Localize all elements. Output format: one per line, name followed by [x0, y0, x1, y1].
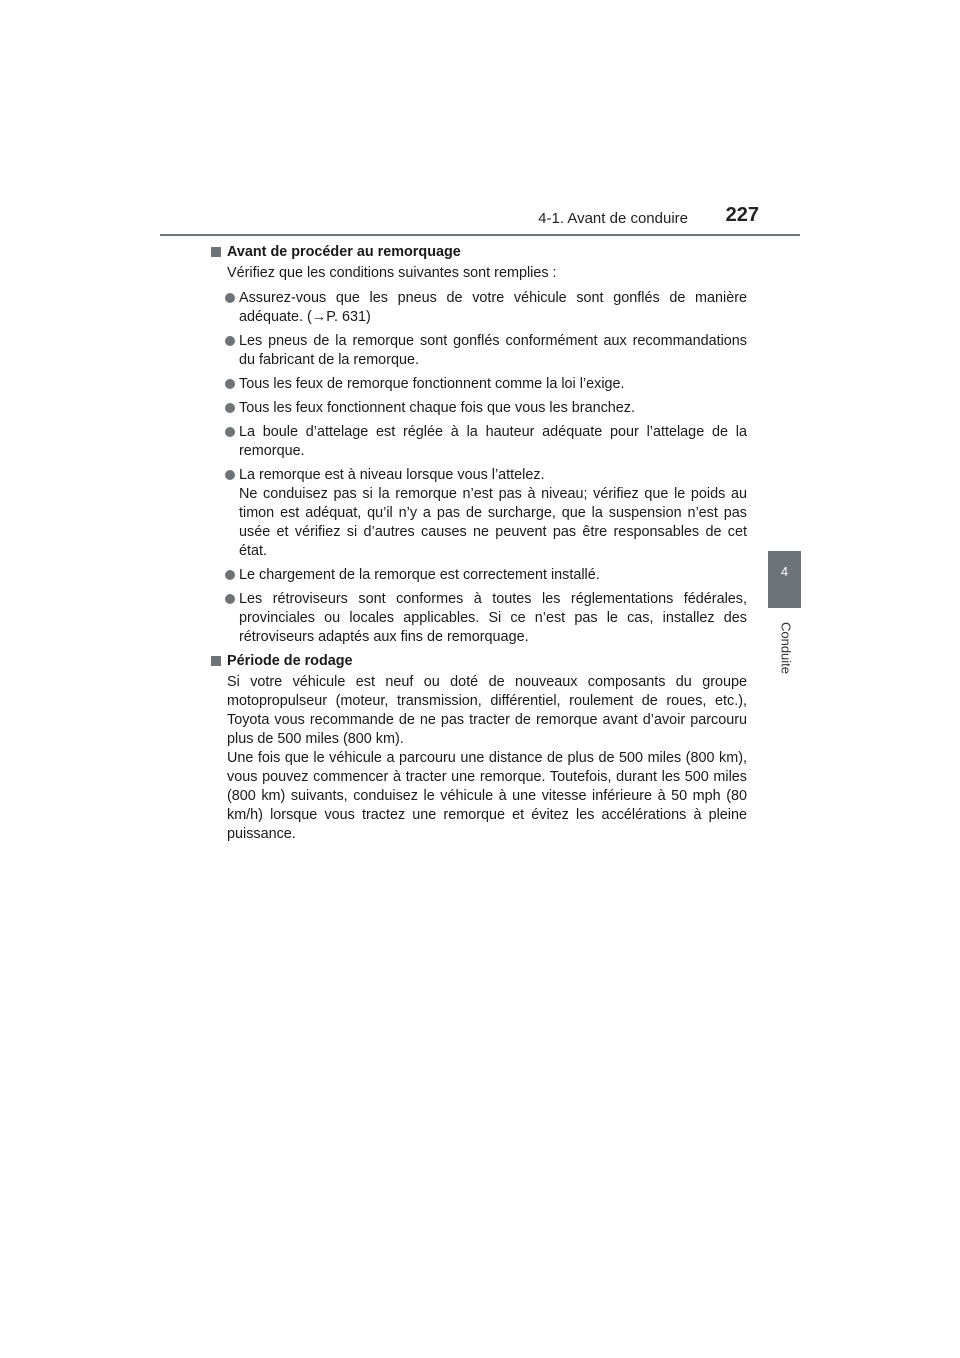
list-item-text: La remorque est à niveau lorsque vous l’attelez. Ne conduisez pas si la remorque n’est pas à niveau; vérifiez que le poids au timon est adéquat, qu’il n’y a pas de surcharge, que la suspension n’est pas usée et vérifiez si d’autres causes ne peuvent pas être responsables de cet état.	[239, 467, 747, 559]
paragraph: Une fois que le véhicule a parcouru une distance de plus de 500 miles (800 km), vous pouvez commencer à tracter une remorque. Toutefois, durant les 500 miles (800 km) suivants, conduisez le véhicule à une vitesse inférieure à 50 mph (80 km/h) lorsque vous tractez une remorque et évitez les accélérations à pleine puissance.	[227, 750, 747, 842]
square-bullet-icon	[211, 656, 221, 666]
list-item	[211, 466, 747, 561]
header-divider	[160, 234, 800, 236]
circle-bullet-icon	[225, 427, 235, 437]
chapter-tab	[768, 551, 801, 608]
list-item-text: Les pneus de la remorque sont gonflés conformément aux recommandations du fabricant de la remorque.	[239, 333, 747, 368]
list-item	[211, 566, 747, 585]
section-break-in	[211, 652, 747, 844]
section-before-towing	[211, 243, 747, 647]
page-number: 227	[725, 204, 759, 226]
list-item-text: Tous les feux fonctionnent chaque fois que vous les branchez.	[239, 400, 635, 416]
chapter-number: 4	[780, 564, 789, 579]
circle-bullet-icon	[225, 594, 235, 604]
circle-bullet-icon	[225, 570, 235, 580]
list-item-text: La boule d’attelage est réglée à la hauteur adéquate pour l’attelage de la remorque.	[239, 424, 747, 459]
heading-text: Période de rodage	[227, 653, 353, 669]
checklist	[211, 289, 747, 647]
circle-bullet-icon	[225, 379, 235, 389]
list-item	[211, 289, 747, 327]
list-item	[211, 399, 747, 418]
list-item-text: Assurez-vous que les pneus de votre véhicule sont gonflés de manière adéquate. (→P. 631)	[239, 290, 747, 325]
list-item-text: Les rétroviseurs sont conformes à toutes les réglementations fédérales, provinciales ou locales applicables. Si ce n’est pas le cas, installez des rétroviseurs adaptés aux fins de remorquage.	[239, 591, 747, 645]
list-item	[211, 375, 747, 394]
list-item	[211, 332, 747, 370]
section-title: 4-1. Avant de conduire	[538, 210, 688, 227]
intro-text: Vérifiez que les conditions suivantes sont remplies :	[227, 265, 557, 281]
list-item-text: Le chargement de la remorque est correctement installé.	[239, 567, 600, 583]
circle-bullet-icon	[225, 403, 235, 413]
chapter-label: Conduite	[778, 621, 794, 675]
list-item	[211, 423, 747, 461]
circle-bullet-icon	[225, 336, 235, 346]
list-item-text: Tous les feux de remorque fonctionnent comme la loi l’exige.	[239, 376, 625, 392]
circle-bullet-icon	[225, 293, 235, 303]
section-heading	[211, 652, 747, 671]
section-heading	[211, 243, 747, 262]
heading-text: Avant de procéder au remorquage	[227, 244, 461, 260]
circle-bullet-icon	[225, 470, 235, 480]
page-header	[160, 200, 800, 236]
page-content	[211, 243, 747, 844]
square-bullet-icon	[211, 247, 221, 257]
list-item	[211, 590, 747, 647]
paragraph: Si votre véhicule est neuf ou doté de nouveaux composants du groupe motopropulseur (moteur, transmission, différentiel, roulement de roues, etc.), Toyota vous recommande de ne pas tracter de remorque avant d’avoir parcouru plus de 500 miles (800 km).	[227, 674, 747, 747]
